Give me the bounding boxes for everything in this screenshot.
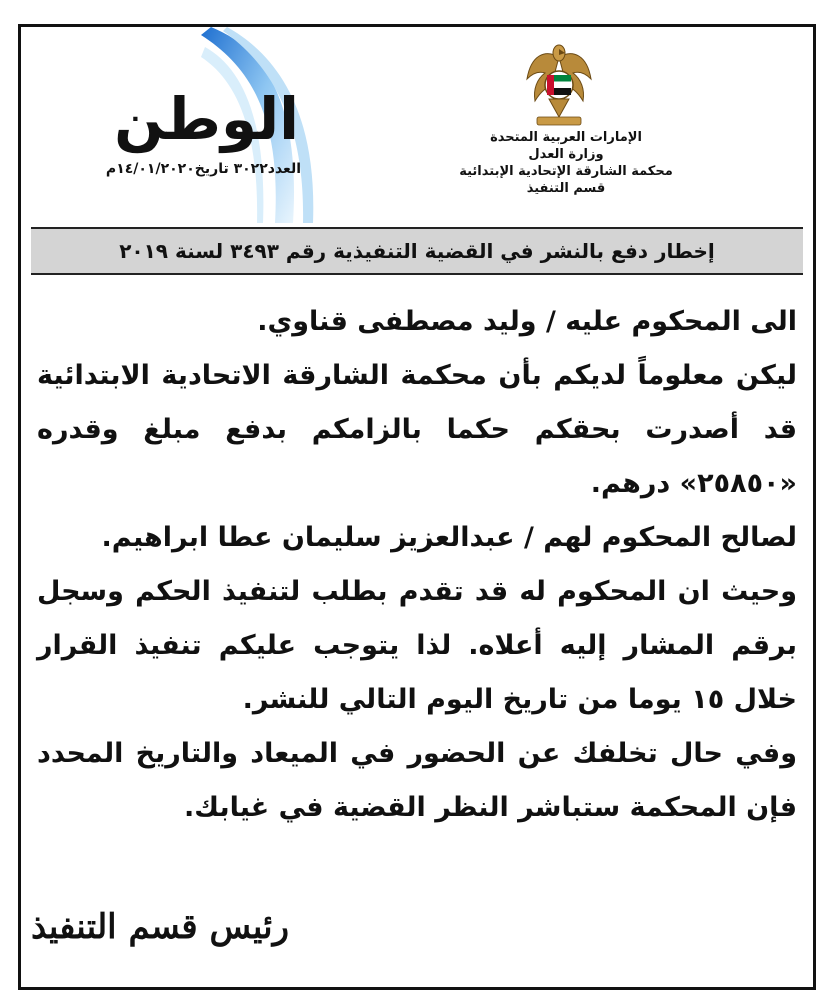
notice-header [21, 27, 813, 223]
notice-title-bar [31, 227, 803, 275]
addressee-paragraph: الى المحكوم عليه / وليد مصطفى قناوي. [257, 306, 797, 337]
court-name: محكمة الشارقة الإتحادية الإبتدائية [459, 164, 673, 179]
beneficiary-paragraph: لصالح المحكوم لهم / عبدالعزيز سليمان عطا ابراهيم. [101, 522, 797, 553]
uae-eagle-emblem-icon [523, 39, 595, 129]
judgment-paragraph: ليكن معلوماً لديكم بأن محكمة الشارقة الاتحادية الابتدائية قد أصدرت بحقكم حكما بالزامكم بدفع مبلغ وقدره «٢٥٨٥٠» درهم. [37, 360, 797, 499]
notice-frame [18, 24, 816, 990]
country-name: الإمارات العربية المتحدة [490, 130, 642, 145]
notice-body [37, 295, 797, 835]
newspaper-logo: الوطن [114, 85, 299, 153]
absence-paragraph: وفي حال تخلفك عن الحضور في الميعاد والتاريخ المحدد فإن المحكمة ستباشر النظر القضية في غيابك. [37, 738, 797, 823]
notice-title: إخطار دفع بالنشر في القضية التنفيذية رقم ٣٤٩٣ لسنة ٢٠١٩ [119, 239, 715, 263]
ministry-name: وزارة العدل [528, 147, 604, 162]
issue-date: العدد٣٠٢٢ تاريخ١٤/٠١/٢٠٢٠م [105, 161, 301, 177]
department-name: قسم التنفيذ [526, 181, 606, 196]
government-heading [421, 129, 711, 197]
execution-paragraph: وحيث ان المحكوم له قد تقدم بطلب لتنفيذ الحكم وسجل برقم المشار إليه أعلاه. لذا يتوجب عليكم تنفيذ القرار خلال ١٥ يوما من تاريخ اليوم التالي للنشر. [37, 576, 797, 715]
signature-line: رئيس قسم التنفيذ [31, 907, 290, 947]
